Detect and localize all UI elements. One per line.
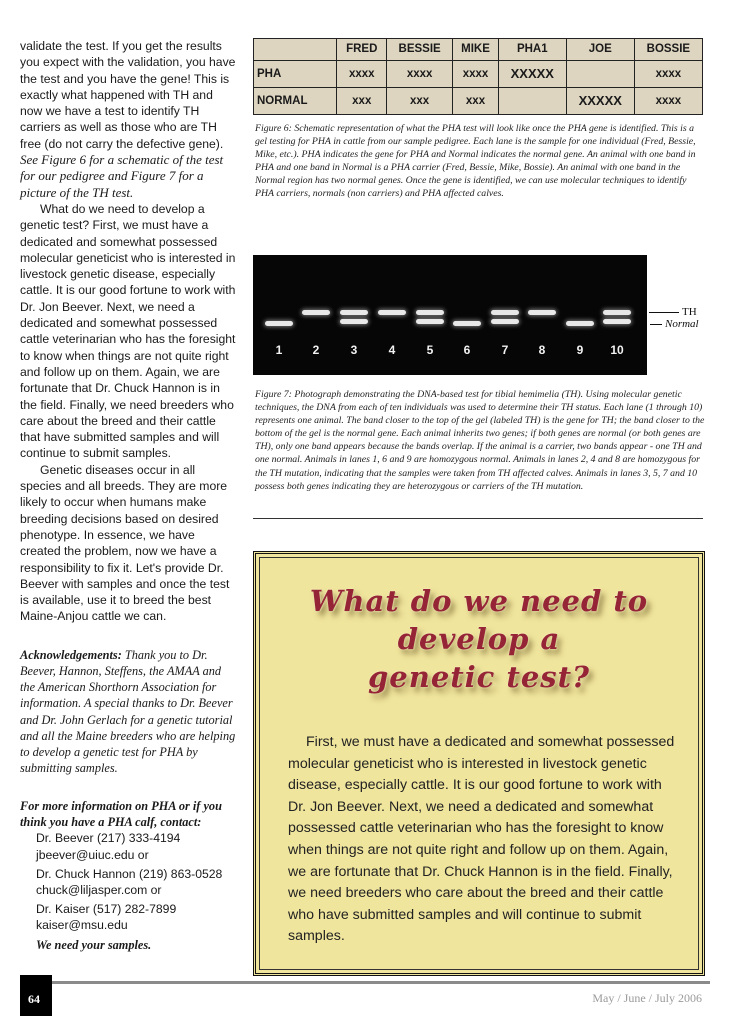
callout-title-line: genetic test? — [368, 660, 590, 694]
contact-email[interactable]: kaiser@msu.edu — [36, 918, 128, 933]
row-header: PHA — [254, 60, 337, 87]
th-band — [302, 310, 330, 315]
body-paragraph: What do we need to develop a genetic test? First, we must have a dedicated and somewhat possessed molecular geneticist who is interested in livestock genetic disease, especially cattle. It is our good fortune to work with Dr. Jon Beever. Next, we need a dedicated and somewhat possessed cattle veterinarian who has the foresight to know when things are not quite right and follow up on them. Again, we are fortunate that Dr. Chuck Hannon is in the field. Finally, we need breeders who care about the breed and their cattle that have submitted samples and will continue to submit samples. — [20, 201, 236, 461]
normal-band — [340, 319, 368, 324]
contact-name: Dr. Beever (217) 333-4194 — [36, 831, 181, 846]
lane-number: 3 — [350, 343, 358, 357]
th-band — [528, 310, 556, 315]
contact-name: Dr. Kaiser (517) 282-7899 — [36, 902, 177, 917]
table-cell: XXXXX — [498, 60, 566, 87]
table-cell: xxx — [337, 87, 387, 114]
header-cell: BESSIE — [387, 39, 453, 61]
acknowledgements-label: Acknowledgements: — [20, 647, 122, 662]
normal-band — [265, 321, 293, 326]
table-cell: xxxx — [387, 60, 453, 87]
normal-marker — [650, 318, 699, 330]
callout-paragraph: First, we must have a dedicated and somewhat possessed molecular geneticist who is interested in livestock genetic disease, especially cattle. It is our good fortune to work with Dr. Jon Beever. Next, we need a dedicated and somewhat possessed cattle veterinarian who has the foresight to know when things are not quite right and follow up on them. Again, we are fortunate that Dr. Chuck Hannon is in the field. Finally, we need breeders who care about the breed and their cattle who have submitted samples and will continue to submit samples. — [288, 734, 675, 945]
header-cell: JOE — [566, 39, 634, 61]
body-paragraph: Genetic diseases occur in all species and all breeds. They are more likely to occur when humans make breeding decisions based on desired phenotype. In essence, we have created the problem, now we have a responsibility to fix it. Let's provide Dr. Beever with samples and once the test is available, use it to breed the best Maine-Anjou cattle we can. — [20, 462, 230, 624]
divider — [253, 518, 703, 519]
figure6-table — [253, 38, 703, 115]
contact-email[interactable]: jbeever@uiuc.edu or — [36, 847, 149, 862]
callout-title-line: What do we need to — [309, 584, 649, 618]
header-cell: FRED — [337, 39, 387, 61]
lane-number: 10 — [610, 343, 624, 357]
normal-band — [416, 319, 444, 324]
header-cell: MIKE — [453, 39, 499, 61]
callout-title-line: develop a — [397, 622, 561, 656]
lane-number: 5 — [426, 343, 434, 357]
acknowledgements — [20, 647, 236, 777]
gel-photograph — [253, 255, 647, 375]
lane-number: 7 — [501, 343, 509, 357]
normal-band — [566, 321, 594, 326]
contact-list — [36, 830, 236, 933]
left-column — [20, 38, 236, 953]
lane-number: 8 — [538, 343, 546, 357]
th-band — [340, 310, 368, 315]
contact-email[interactable]: chuck@liljasper.com or — [36, 882, 162, 897]
header-cell — [254, 39, 337, 61]
body-paragraph — [20, 38, 236, 201]
table-header-row — [254, 39, 703, 61]
paragraph-text: validate the test. If you get the results you expect with the validation, you have the test and you have the gene! This is exactly what happened with TH and now we have a test to identify TH carriers as well as those who are TH free (do not carry the defective gene). — [20, 39, 236, 151]
th-marker — [649, 306, 697, 318]
more-info-heading: For more information on PHA or if you think you have a PHA calf, contact: — [20, 799, 222, 830]
figure6-caption: Figure 6: Schematic representation of what the PHA test will look like once the PHA gene is identified. This is a gel testing for PHA in cattle from our sample pedigree. Each lane is the sample for one individual (Fred, Bessie, Mike, etc.). PHA indicates the gene for PHA and Normal indicates the normal gene. An animal with one band in PHA and one band in Normal is a PHA carrier (Fred, Bessie, Mike, Bossie). An animal with one band in the Normal region has two normal genes. Once the gene is identified, we can use molecular techniques to identify PHA carriers, normals (non carriers) and PHA affected calves. — [255, 123, 696, 200]
lane-number: 9 — [576, 343, 584, 357]
th-band — [603, 310, 631, 315]
closing-note: We need your samples. — [36, 937, 152, 952]
lane-number: 2 — [312, 343, 320, 357]
figure-reference: See Figure 6 for a schematic of the test for our pedigree and Figure 7 for a picture of the TH test. — [20, 152, 224, 200]
callout-box — [253, 551, 705, 976]
lane-number: 4 — [388, 343, 396, 357]
table-cell: xxxx — [453, 60, 499, 87]
normal-band — [603, 319, 631, 324]
th-band — [416, 310, 444, 315]
contact-name: Dr. Chuck Hannon (219) 863-0528 — [36, 866, 223, 881]
lane-number: 6 — [463, 343, 471, 357]
table-cell: XXXXX — [566, 87, 634, 114]
lane-number: 1 — [275, 343, 283, 357]
callout-body — [288, 732, 678, 948]
table-cell — [498, 87, 566, 114]
table-row — [254, 60, 703, 87]
callout-title — [256, 582, 702, 696]
page-number: 64 — [28, 992, 40, 1006]
table-cell — [566, 60, 634, 87]
footer-rule — [20, 981, 710, 984]
normal-band — [491, 319, 519, 324]
page-number-box — [20, 975, 52, 1016]
table-cell: xxxx — [337, 60, 387, 87]
table-cell: xxxx — [634, 60, 702, 87]
row-header: NORMAL — [254, 87, 337, 114]
table-cell: xxxx — [634, 87, 702, 114]
issue-date: May / June / July 2006 — [592, 991, 702, 1005]
th-marker-label: TH — [682, 306, 697, 318]
header-cell: BOSSIE — [634, 39, 702, 61]
table-cell: xxx — [387, 87, 453, 114]
th-band — [491, 310, 519, 315]
acknowledgements-text: Thank you to Dr. Beever, Hannon, Steffens, the AMAA and the American Shorthorn Association for information. A special thanks to Dr. Beever and Dr. John Gerlach for a genetic tutorial and all the Maine breeders who are helping to develop a genetic test for PHA by submitting samples. — [20, 647, 236, 776]
table-row — [254, 87, 703, 114]
th-band — [378, 310, 406, 315]
normal-band — [453, 321, 481, 326]
table-cell: xxx — [453, 87, 499, 114]
header-cell: PHA1 — [498, 39, 566, 61]
figure7-caption: Figure 7: Photograph demonstrating the DNA-based test for tibial hemimelia (TH). Using molecular genetic techniques, the DNA from each of ten individuals was used to determine their TH status. Each lane (1 through 10) represents one animal. The band closer to the top of the gel (labeled TH) is the gene for TH; the band closer to the bottom of the gel is the normal gene. Each animal inherits two genes; if both genes are normal (or both genes are TH), only one band appears because the bands overlap. If the animal is a carrier, two bands appear - one TH and one normal. Animals in lanes 1, 6 and 9 are homozygous normal. Animals in lanes 2, 4 and 8 are homozygous for the TH mutation, indicating that the samples were taken from TH affected calves. Animals in lanes 3, 5, 7 and 10 possess both genes indicating they are heterozygous or carriers of the TH mutation. — [255, 389, 705, 492]
normal-marker-label: Normal — [665, 318, 699, 330]
